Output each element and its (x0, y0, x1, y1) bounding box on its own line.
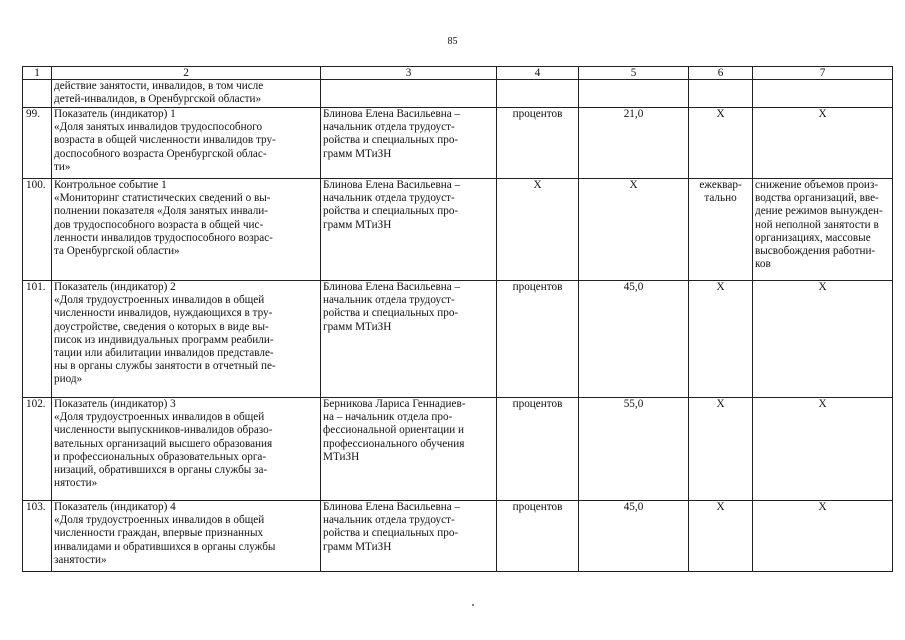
row-term: X (689, 108, 753, 179)
row-unit: процентов (497, 281, 579, 398)
row-number: 102. (23, 398, 52, 501)
row-term: X (689, 398, 753, 501)
indicators-table (22, 66, 893, 572)
row-value: X (579, 179, 689, 281)
row-unit: X (497, 179, 579, 281)
row-risk (753, 80, 893, 108)
row-risk: X (753, 108, 893, 179)
row-number: 100. (23, 179, 52, 281)
row-value: 45,0 (579, 281, 689, 398)
row-number (23, 80, 52, 108)
row-responsible (321, 80, 497, 108)
column-number-1: 1 (23, 67, 52, 80)
row-term (689, 80, 753, 108)
row-number: 99. (23, 108, 52, 179)
scan-speck (472, 604, 474, 606)
table-row (23, 281, 893, 398)
table-row (23, 179, 893, 281)
row-risk: X (753, 281, 893, 398)
column-number-6: 6 (689, 67, 753, 80)
row-name: Показатель (индикатор) 3 «Доля трудоустроенных инвалидов в общей численности выпускников-инвалидов образо- вательных организаций высшего образования и профессиональных образовательных орга- низаций, обратившихся в органы службы за- нятости» (52, 398, 321, 501)
row-term: X (689, 281, 753, 398)
column-number-2: 2 (52, 67, 321, 80)
row-term: ежеквар- тально (689, 179, 753, 281)
row-responsible: Блинова Елена Васильевна – начальник отдела трудоуст- ройства и специальных про- грамм МТиЗН (321, 108, 497, 179)
row-name: действие занятости, инвалидов, в том числе детей-инвалидов, в Оренбургской области» (52, 80, 321, 108)
column-number-row (23, 67, 893, 80)
row-value: 45,0 (579, 501, 689, 572)
table-row (23, 108, 893, 179)
row-value: 55,0 (579, 398, 689, 501)
column-number-5: 5 (579, 67, 689, 80)
page-number: 85 (447, 36, 458, 47)
row-risk: снижение объемов произ- водства организаций, вве- дение режимов вынужден- ной неполной занятости в организациях, массовые высвобождения работни- ков (753, 179, 893, 281)
row-term: X (689, 501, 753, 572)
row-number: 101. (23, 281, 52, 398)
row-value: 21,0 (579, 108, 689, 179)
row-responsible: Берникова Лариса Геннадиев- на – начальник отдела про- фессиональной ориентации и профессионального обучения МТиЗН (321, 398, 497, 501)
row-responsible: Блинова Елена Васильевна – начальник отдела трудоуст- ройства и специальных про- грамм МТиЗН (321, 501, 497, 572)
row-unit: процентов (497, 108, 579, 179)
row-unit: процентов (497, 501, 579, 572)
row-name: Контрольное событие 1 «Мониторинг статистических сведений о вы- полнении показателя «Доля занятых инвали- дов трудоспособного возраста в общей чис- ленности инвалидов трудоспособного возрас- та Оренбургской области» (52, 179, 321, 281)
column-number-4: 4 (497, 67, 579, 80)
row-risk: X (753, 398, 893, 501)
row-name: Показатель (индикатор) 4 «Доля трудоустроенных инвалидов в общей численности граждан, впервые признанных инвалидами и обратившихся в органы службы занятости» (52, 501, 321, 572)
row-value (579, 80, 689, 108)
row-name: Показатель (индикатор) 2 «Доля трудоустроенных инвалидов в общей численности инвалидов, нуждающихся в тру- доустройстве, сведения о которых в виде вы- писок из индивидуальных программ реабили- тации или абилитации инвалидов представле- ны в органы службы занятости в отчетный пе- риод» (52, 281, 321, 398)
column-number-3: 3 (321, 67, 497, 80)
row-unit: процентов (497, 398, 579, 501)
row-number: 103. (23, 501, 52, 572)
table-row (23, 398, 893, 501)
row-responsible: Блинова Елена Васильевна – начальник отдела трудоуст- ройства и специальных про- грамм МТиЗН (321, 179, 497, 281)
row-risk: X (753, 501, 893, 572)
row-unit (497, 80, 579, 108)
table-row (23, 501, 893, 572)
table-row (23, 80, 893, 108)
row-responsible: Блинова Елена Васильевна – начальник отдела трудоуст- ройства и специальных про- грамм МТиЗН (321, 281, 497, 398)
row-name: Показатель (индикатор) 1 «Доля занятых инвалидов трудоспособного возраста в общей численности инвалидов тру- доспособного возраста Оренбургской облас- ти» (52, 108, 321, 179)
column-number-7: 7 (753, 67, 893, 80)
